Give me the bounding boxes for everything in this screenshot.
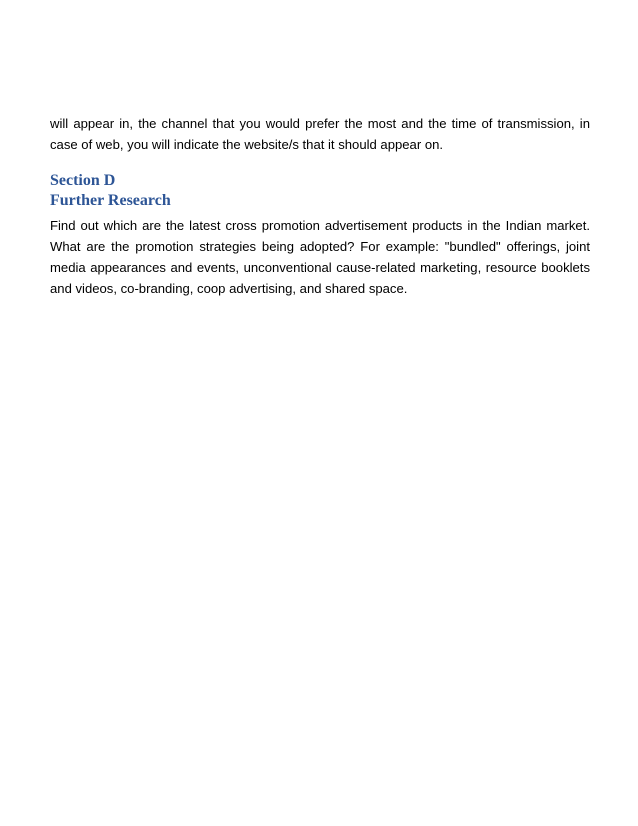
- section-paragraph: Find out which are the latest cross promotion advertisement products in the Indian market. What are the promotion strategies being adopted? For example: "bundled" offerings, joint media appearances and events, unconventional cause-related marketing, resource booklets and videos, co-branding, coop advertising, and shared space.: [50, 218, 590, 296]
- section-heading: Section D: [50, 172, 116, 189]
- page-content: [50, 113, 590, 299]
- continuation-paragraph: will appear in, the channel that you would prefer the most and the time of transmission, in case of web, you will indicate the website/s that it should appear on.: [50, 116, 590, 152]
- section-subheading: Further Research: [50, 192, 171, 209]
